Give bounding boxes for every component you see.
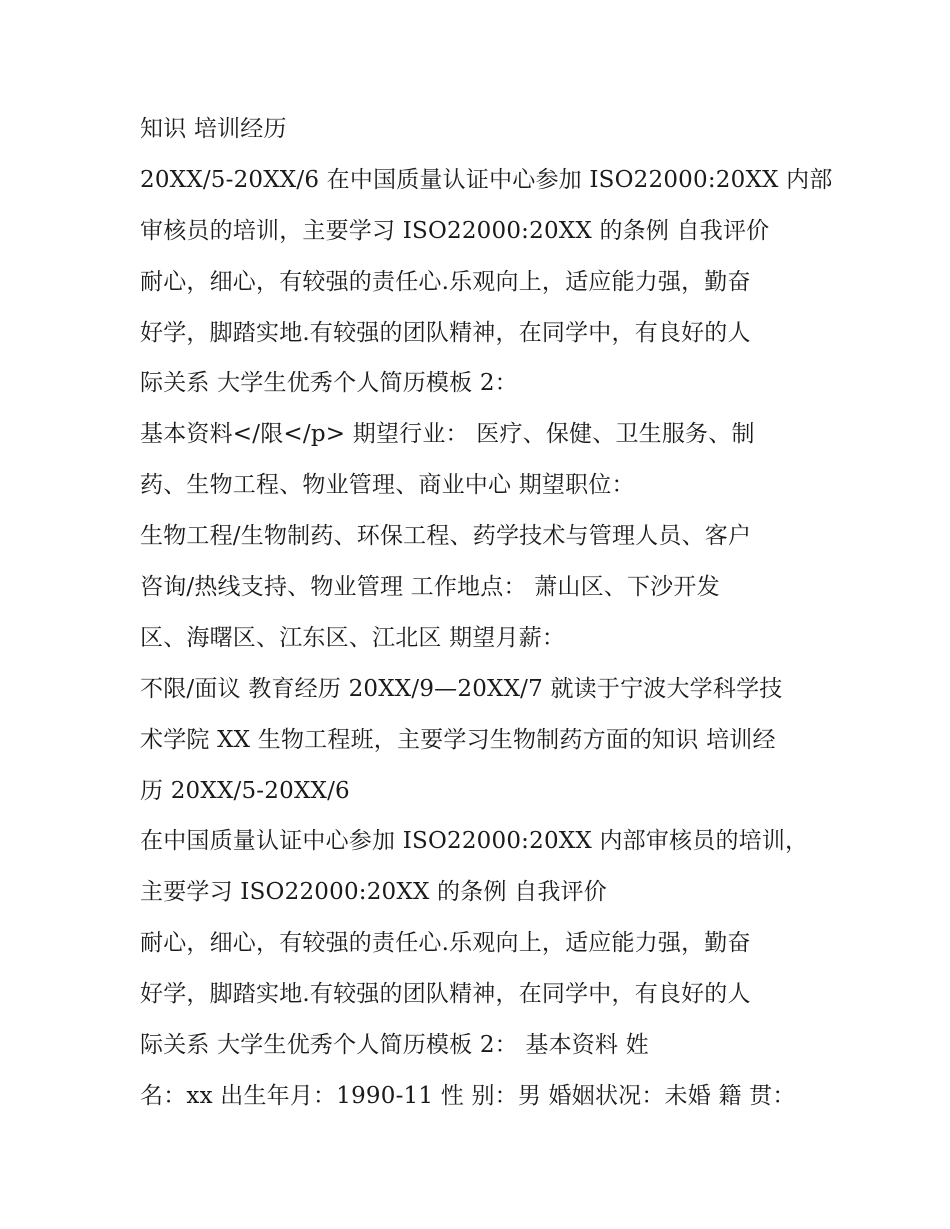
- text-line: 20XX/5-20XX/6 在中国质量认证中心参加 ISO22000:20XX 内部: [140, 166, 833, 193]
- text-line: 药、生物工程、物业管理、商业中心 期望职位：: [140, 472, 635, 499]
- resume-text-body: [140, 104, 833, 1122]
- text-line: 基本资料</限</p> 期望行业： 医疗、保健、卫生服务、制: [140, 421, 755, 448]
- text-line: 好学，脚踏实地.有较强的团队精神，在同学中，有良好的人: [140, 981, 751, 1008]
- text-line: 生物工程/生物制药、环保工程、药学技术与管理人员、客户: [140, 523, 752, 550]
- text-line: 名：xx 出生年月：1990-11 性 别：男 婚姻状况：未婚 籍 贯：: [140, 1082, 796, 1109]
- text-line: 区、海曙区、江东区、江北区 期望月薪：: [140, 624, 566, 651]
- text-line: 好学，脚踏实地.有较强的团队精神，在同学中，有良好的人: [140, 319, 751, 346]
- text-line: 耐心，细心，有较强的责任心.乐观向上，适应能力强，勤奋: [140, 930, 751, 957]
- text-line: 主要学习 ISO22000:20XX 的条例 自我评价: [140, 879, 607, 906]
- text-line: 历 20XX/5-20XX/6: [140, 777, 350, 804]
- text-line: 不限/面议 教育经历 20XX/9—20XX/7 就读于宁波大学科学技: [140, 675, 783, 702]
- text-line: 审核员的培训，主要学习 ISO22000:20XX 的条例 自我评价: [140, 217, 770, 244]
- text-line: 际关系 大学生优秀个人简历模板 2： 基本资料 姓: [140, 1032, 649, 1059]
- text-line: 术学院 XX 生物工程班，主要学习生物制药方面的知识 培训经: [140, 726, 776, 753]
- text-line: 在中国质量认证中心参加 ISO22000:20XX 内部审核员的培训，: [140, 828, 809, 855]
- text-line: 知识 培训经历: [140, 116, 287, 142]
- text-line: 咨询/热线支持、物业管理 工作地点： 萧山区、下沙开发: [140, 574, 720, 601]
- text-line: 耐心，细心，有较强的责任心.乐观向上，适应能力强，勤奋: [140, 268, 751, 295]
- text-line: 际关系 大学生优秀个人简历模板 2：: [140, 370, 518, 397]
